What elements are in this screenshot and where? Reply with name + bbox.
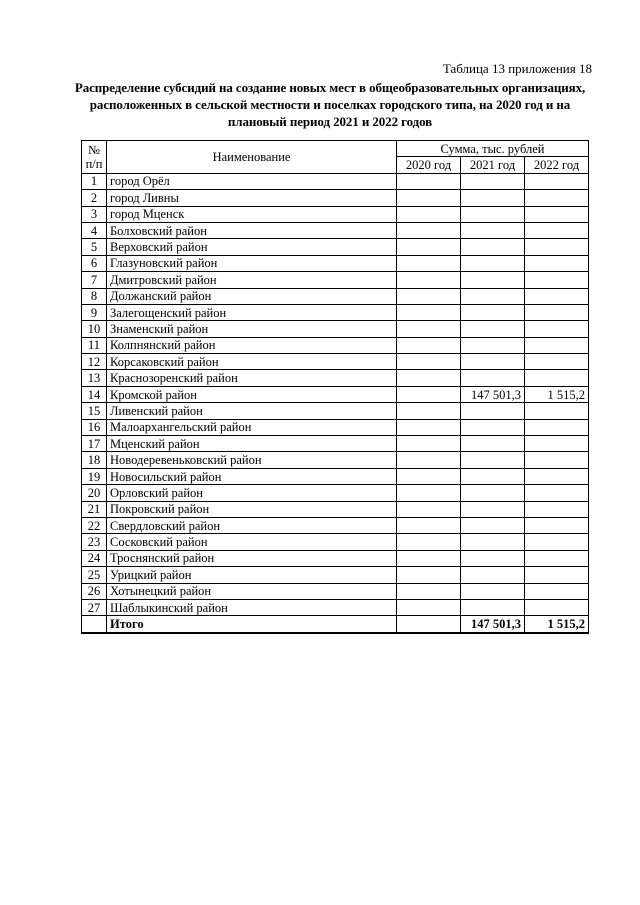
table-row [82,485,589,501]
table-row [82,272,589,288]
row-name: Сосковский район [107,534,397,550]
row-value-2020 [397,599,461,615]
row-value-2020 [397,321,461,337]
row-value-2020 [397,468,461,484]
row-value-2021 [461,272,525,288]
header-number-abbr: п/п [85,156,103,171]
row-value-2022 [525,255,589,271]
row-number: 24 [82,550,107,566]
row-value-2022 [525,517,589,533]
row-name: город Ливны [107,190,397,206]
row-value-2022 [525,583,589,599]
row-number: 13 [82,370,107,386]
row-value-2021 [461,304,525,320]
row-value-2020 [397,222,461,238]
row-value-2021 [461,419,525,435]
row-value-2021 [461,354,525,370]
row-name: Ливенский район [107,403,397,419]
table-row [82,288,589,304]
title-line-3: плановый период 2021 и 2022 годов [227,114,433,129]
row-value-2020 [397,255,461,271]
row-value-2020 [397,337,461,353]
row-name: Верховский район [107,239,397,255]
row-value-2021 [461,403,525,419]
row-number: 21 [82,501,107,517]
row-name: Свердловский район [107,517,397,533]
row-value-2021 [461,485,525,501]
row-value-2022 [525,468,589,484]
row-value-2021 [461,222,525,238]
row-value-2022 [525,550,589,566]
row-number: 2 [82,190,107,206]
row-number: 15 [82,403,107,419]
title-line-1: Распределение субсидий на создание новых мест в общеобразовательных организациях, [74,80,586,95]
row-name: Новодеревеньковский район [107,452,397,468]
table-row [82,501,589,517]
table-row [82,599,589,615]
row-name: Малоархангельский район [107,419,397,435]
row-number: 22 [82,517,107,533]
row-value-2022 [525,304,589,320]
row-name: Покровский район [107,501,397,517]
row-value-2020 [397,206,461,222]
row-name: город Орёл [107,173,397,189]
row-number: 3 [82,206,107,222]
table-row [82,567,589,583]
table-reference: Таблица 13 приложения 18 [442,61,592,76]
row-number: 18 [82,452,107,468]
row-name: Колпнянский район [107,337,397,353]
row-value-2020 [397,403,461,419]
table-row [82,436,589,452]
header-number [82,141,107,174]
row-number: 12 [82,354,107,370]
table-row [82,206,589,222]
row-name: Мценский район [107,436,397,452]
table-row [82,452,589,468]
table-row [82,534,589,550]
row-value-2020 [397,272,461,288]
row-value-2021 [461,534,525,550]
row-value-2022 [525,206,589,222]
table-row [82,403,589,419]
row-value-2021 [461,517,525,533]
row-name: Хотынецкий район [107,583,397,599]
row-name: Залегощенский район [107,304,397,320]
total-2022: 1 515,2 [525,616,589,634]
row-name: Орловский район [107,485,397,501]
row-number: 27 [82,599,107,615]
row-value-2020 [397,370,461,386]
row-value-2022 [525,272,589,288]
header-name: Наименование [107,141,397,174]
header-year-2021: 2021 год [461,157,525,173]
row-name: Урицкий район [107,567,397,583]
row-value-2021 [461,550,525,566]
row-value-2022 [525,501,589,517]
table-row [82,583,589,599]
row-value-2022 [525,239,589,255]
row-value-2021 [461,190,525,206]
row-name: Глазуновский район [107,255,397,271]
row-number: 8 [82,288,107,304]
row-value-2020 [397,239,461,255]
row-name: Корсаковский район [107,354,397,370]
row-name: Знаменский район [107,321,397,337]
header-year-2020: 2020 год [397,157,461,173]
total-number-cell [82,616,107,634]
row-value-2020 [397,567,461,583]
row-value-2022 [525,419,589,435]
row-name: Дмитровский район [107,272,397,288]
table-row [82,337,589,353]
row-name: город Мценск [107,206,397,222]
row-name: Троснянский район [107,550,397,566]
row-name: Болховский район [107,222,397,238]
table-row [82,468,589,484]
title-line-2: расположенных в сельской местности и поселках городского типа, на 2020 год и на [89,97,571,112]
row-value-2021 [461,567,525,583]
row-value-2020 [397,534,461,550]
row-value-2020 [397,436,461,452]
row-value-2022 [525,370,589,386]
row-value-2022 [525,222,589,238]
row-name: Новосильский район [107,468,397,484]
row-value-2021 [461,321,525,337]
row-value-2022: 1 515,2 [525,386,589,402]
row-value-2020 [397,288,461,304]
row-value-2021 [461,501,525,517]
row-value-2022 [525,403,589,419]
table-row [82,222,589,238]
row-value-2021 [461,255,525,271]
row-value-2020 [397,583,461,599]
table-row [82,386,589,402]
row-value-2021 [461,436,525,452]
row-value-2020 [397,419,461,435]
table-row [82,255,589,271]
row-value-2022 [525,436,589,452]
row-value-2021 [461,173,525,189]
row-number: 16 [82,419,107,435]
row-number: 23 [82,534,107,550]
row-value-2021 [461,206,525,222]
row-number: 1 [82,173,107,189]
row-number: 26 [82,583,107,599]
row-number: 10 [82,321,107,337]
row-name: Краснозоренский район [107,370,397,386]
row-value-2020 [397,304,461,320]
row-value-2021 [461,452,525,468]
table-row [82,517,589,533]
row-number: 20 [82,485,107,501]
row-value-2021 [461,337,525,353]
table-row [82,354,589,370]
row-value-2022 [525,173,589,189]
row-value-2022 [525,288,589,304]
row-value-2021: 147 501,3 [461,386,525,402]
table-row [82,550,589,566]
row-number: 4 [82,222,107,238]
row-value-2020 [397,173,461,189]
row-number: 7 [82,272,107,288]
row-value-2021 [461,370,525,386]
row-value-2021 [461,239,525,255]
row-value-2020 [397,550,461,566]
row-number: 14 [82,386,107,402]
row-number: 5 [82,239,107,255]
header-row-1 [82,141,589,157]
total-2021: 147 501,3 [461,616,525,634]
table-row [82,304,589,320]
row-value-2020 [397,452,461,468]
row-value-2021 [461,468,525,484]
row-name: Кромской район [107,386,397,402]
row-value-2020 [397,354,461,370]
table-row [82,239,589,255]
row-name: Шаблыкинский район [107,599,397,615]
table-row [82,321,589,337]
row-value-2020 [397,386,461,402]
row-value-2021 [461,599,525,615]
row-value-2022 [525,337,589,353]
row-value-2022 [525,534,589,550]
row-value-2020 [397,517,461,533]
row-number: 9 [82,304,107,320]
row-value-2020 [397,485,461,501]
header-number-symbol: № [88,142,100,157]
row-name: Должанский район [107,288,397,304]
row-value-2022 [525,567,589,583]
table-row [82,190,589,206]
total-label: Итого [107,616,397,634]
table-row [82,173,589,189]
row-value-2021 [461,583,525,599]
row-number: 17 [82,436,107,452]
row-number: 6 [82,255,107,271]
header-year-2022: 2022 год [525,157,589,173]
total-row [82,616,589,634]
subsidy-table [81,140,589,634]
row-value-2022 [525,190,589,206]
total-2020 [397,616,461,634]
document-title [60,79,600,130]
row-value-2022 [525,321,589,337]
row-value-2020 [397,501,461,517]
row-value-2022 [525,599,589,615]
header-sum: Сумма, тыс. рублей [397,141,589,157]
table-row [82,419,589,435]
row-number: 19 [82,468,107,484]
table-row [82,370,589,386]
row-number: 25 [82,567,107,583]
row-value-2022 [525,485,589,501]
row-number: 11 [82,337,107,353]
row-value-2022 [525,452,589,468]
row-value-2020 [397,190,461,206]
row-value-2022 [525,354,589,370]
row-value-2021 [461,288,525,304]
